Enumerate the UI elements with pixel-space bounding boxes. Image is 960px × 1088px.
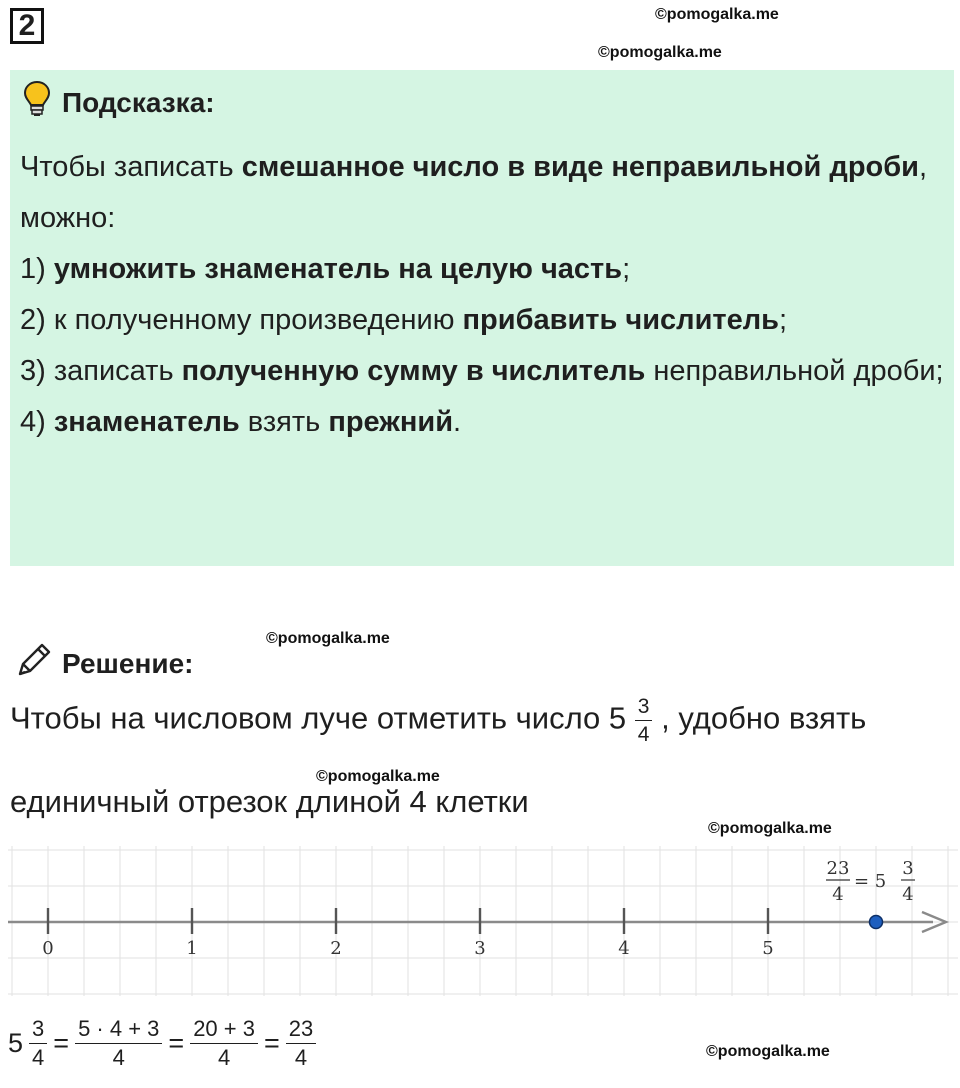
solution-line-2: единичный отрезок длиной 4 клетки bbox=[10, 784, 529, 819]
watermark: ©pomogalka.me bbox=[316, 768, 440, 785]
formula-fraction-4: $\frac{23}{4}$ bbox=[286, 1018, 316, 1069]
point-label bbox=[826, 858, 915, 905]
hint-step-4: 4) знаменатель взять прежний. bbox=[20, 406, 462, 438]
point-label-mixed-numerator: 3 bbox=[902, 858, 914, 879]
conversion-formula bbox=[8, 1018, 316, 1069]
hint-title: Подсказка: bbox=[62, 86, 215, 118]
solution-heading bbox=[14, 640, 193, 687]
watermark: ©pomogalka.me bbox=[706, 1043, 830, 1060]
hint-body bbox=[20, 142, 945, 448]
watermark: ©pomogalka.me bbox=[598, 44, 722, 61]
watermark: ©pomogalka.me bbox=[655, 6, 779, 23]
hint-heading bbox=[22, 80, 215, 125]
task-number: 2 bbox=[10, 8, 44, 44]
hint-step-3: 3) записать полученную сумму в числитель неправильной дроби; bbox=[20, 355, 944, 387]
mixed-number-fraction: $\frac{3}{4}$ bbox=[635, 696, 653, 745]
watermark: ©pomogalka.me bbox=[708, 820, 832, 837]
hint-step-1: 1) умножить знаменатель на целую часть; bbox=[20, 253, 631, 285]
formula-equals: = bbox=[168, 1028, 185, 1058]
point-label-denominator: 4 bbox=[832, 884, 844, 905]
point-label-equals: = 5 bbox=[854, 871, 887, 892]
formula-equals: = bbox=[53, 1028, 70, 1058]
tick-label: 0 bbox=[42, 938, 54, 959]
formula-fraction-2: $\frac{5 \cdot 4 + 3}{4}$ bbox=[75, 1018, 162, 1069]
formula-equals: = bbox=[263, 1028, 280, 1058]
pencil-icon bbox=[14, 640, 54, 687]
hint-intro: Чтобы записать смешанное число в виде неправильной дроби, можно: bbox=[20, 151, 928, 234]
formula-fraction-3: $\frac{20 + 3}{4}$ bbox=[190, 1018, 258, 1069]
watermark: ©pomogalka.me bbox=[266, 630, 390, 647]
number-line bbox=[8, 846, 958, 996]
tick-label: 1 bbox=[186, 938, 198, 959]
point-label-mixed-denominator: 4 bbox=[902, 884, 914, 905]
point-label-numerator: 23 bbox=[826, 858, 850, 879]
solution-line-1: Чтобы на числовом луче отметить число 5 $\frac{3}{4}$ , удобно взять bbox=[10, 695, 867, 746]
formula-fraction-1: $\frac{3}{4}$ bbox=[29, 1018, 47, 1069]
number-line-point bbox=[870, 916, 883, 929]
tick-label: 4 bbox=[618, 938, 630, 959]
lightbulb-icon bbox=[22, 80, 52, 125]
solution-title: Решение: bbox=[62, 647, 194, 679]
tick-label: 3 bbox=[474, 938, 486, 959]
formula-whole: 5 bbox=[8, 1028, 24, 1058]
tick-label: 5 bbox=[762, 938, 774, 959]
hint-step-2: 2) к полученному произведению прибавить числитель; bbox=[20, 304, 788, 336]
tick-label: 2 bbox=[330, 938, 342, 959]
